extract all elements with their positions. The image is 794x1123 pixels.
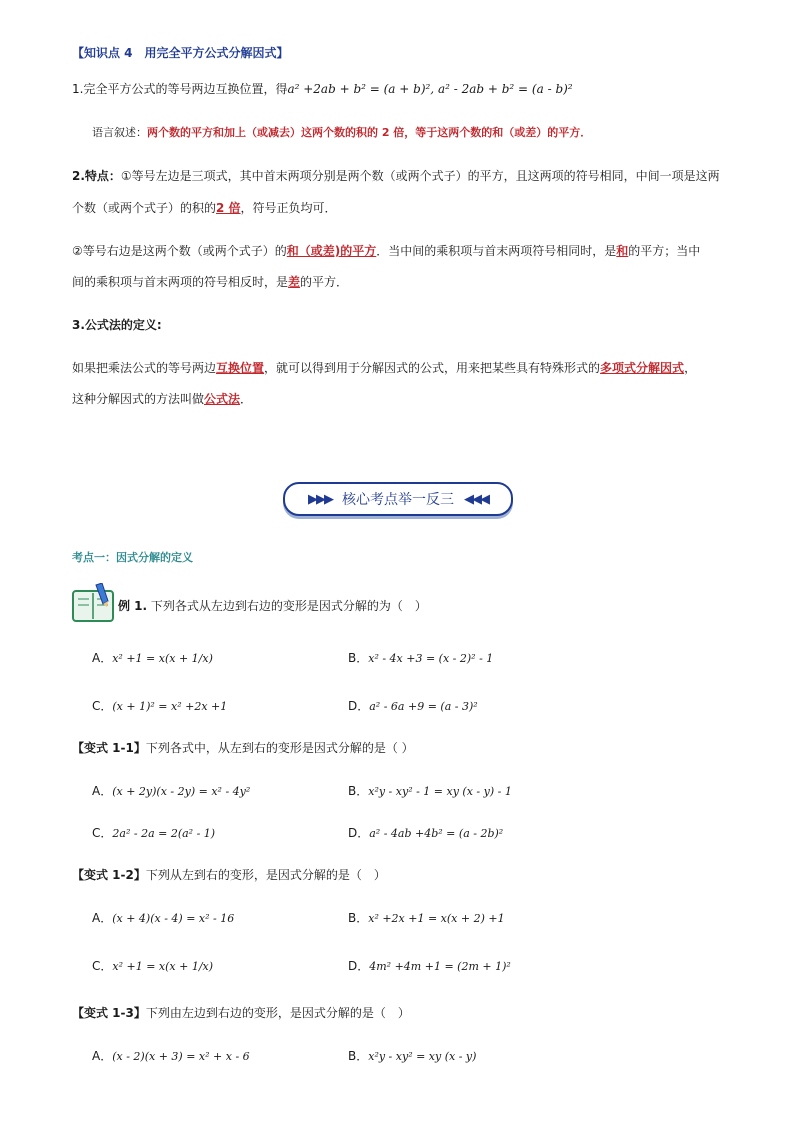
paragraph-5-line-1	[72, 359, 696, 376]
option-a-expr: (x - 2)(x + 3) = x² + x - 6	[112, 1050, 250, 1063]
option-d-expr: 4m² +4m +1 = (2m + 1)²	[369, 960, 511, 973]
p5-a: 如果把乘法公式的等号两边	[72, 361, 217, 375]
p3-line2-b: 差	[288, 275, 301, 289]
p5-line2-a: 这种分解因式的方法叫做	[72, 392, 205, 406]
lang-text: 两个数的平方和加上（或减去）这两个数的积的 2 倍，等于这两个数的和（或差）的平方．	[147, 126, 592, 139]
variant-1-1-option-d	[348, 824, 503, 841]
variant-1-3-option-b	[348, 1047, 476, 1064]
option-b-expr: x² - 4x +3 = (x - 2)² - 1	[368, 652, 494, 665]
example-1-option-c	[92, 697, 227, 714]
p1-formula: a² +2ab + b² = (a + b)², a² - 2ab + b² = (a - b)²	[287, 82, 573, 96]
option-a-label: A．	[92, 911, 113, 925]
example-1-option-a	[92, 649, 213, 666]
p3-d: 和	[616, 244, 629, 258]
option-d-label: D．	[348, 826, 370, 840]
p3-a: ②等号右边是这两个数（或两个式子）的	[72, 244, 287, 258]
p2-label: 2.特点：	[72, 169, 121, 183]
section-title: 【知识点 4 用完全平方公式分解因式】	[72, 46, 289, 60]
variant-1-3-label: 【变式 1-3】	[72, 1006, 146, 1020]
variant-1-2-option-b	[348, 909, 505, 926]
variant-1-1-text: 下列各式中，从左到右的变形是因式分解的是（ ）	[145, 741, 414, 755]
example-1-option-b	[348, 649, 493, 666]
p5-d: 多项式分解因式	[600, 361, 685, 375]
variant-1-1-label: 【变式 1-1】	[72, 741, 146, 755]
variant-1-2-option-a	[92, 909, 234, 926]
p5-line2-c: ．	[240, 392, 253, 406]
language-description	[92, 124, 591, 140]
option-c-expr: x² +1 = x(x + 1/x)	[112, 960, 214, 973]
option-b-expr: x²y - xy² = xy (x - y)	[368, 1050, 477, 1063]
variant-1-1-option-c	[92, 824, 215, 841]
option-b-label: B．	[348, 1049, 369, 1063]
option-c-label: C．	[92, 959, 113, 973]
book-pencil-icon	[72, 583, 116, 623]
p3-line2-a: 间的乘积项与首末两项的符号相反时，是	[72, 275, 289, 289]
option-a-expr: (x + 2y)(x - 2y) = x² - 4y²	[112, 785, 251, 798]
variant-1-3-option-a	[92, 1047, 250, 1064]
option-c-expr: 2a² - 2a = 2(a² - 1)	[112, 827, 216, 840]
option-b-label: B．	[348, 651, 369, 665]
option-c-expr: (x + 1)² = x² +2x +1	[112, 700, 228, 713]
left-arrows-icon: ◀◀◀	[464, 491, 488, 507]
option-a-expr: (x + 4)(x - 4) = x² - 16	[112, 912, 235, 925]
option-b-label: B．	[348, 784, 369, 798]
variant-1-2-question	[72, 866, 386, 883]
variant-1-1-option-b	[348, 782, 512, 799]
example-1-question	[118, 597, 427, 614]
example-1-option-d	[348, 697, 478, 714]
p2-line2-b: 2 倍	[216, 201, 241, 215]
option-b-expr: x²y - xy² - 1 = xy (x - y) - 1	[368, 785, 512, 798]
kaodian-heading: 考点一：因式分解的定义	[72, 551, 193, 564]
variant-1-2-option-c	[92, 957, 213, 974]
paragraph-5-line-2	[72, 390, 252, 407]
p5-b: 互换位置	[216, 361, 265, 375]
banner-label: 核心考点举一反三	[342, 492, 454, 508]
p1-lead: 1.完全平方公式的等号两边互换位置，得	[72, 82, 288, 96]
paragraph-2-line-2	[72, 199, 337, 216]
variant-1-2-text: 下列从左到右的变形，是因式分解的是（ ）	[145, 868, 386, 882]
option-d-label: D．	[348, 699, 370, 713]
option-a-expr: x² +1 = x(x + 1/x)	[112, 652, 213, 665]
core-topics-banner	[283, 482, 513, 516]
option-d-label: D．	[348, 959, 370, 973]
option-a-label: A．	[92, 784, 113, 798]
variant-1-1-option-a	[92, 782, 250, 799]
example-1-text: 下列各式从左边到右边的变形是因式分解的为（ ）	[150, 599, 427, 613]
p2-line1: ①等号左边是三项式，其中首末两项分别是两个数（或两个式子）的平方，且这两项的符号相同，中间一项是这两	[120, 169, 720, 183]
p5-c: ，就可以得到用于分解因式的公式，用来把某些具有特殊形式的	[264, 361, 601, 375]
p2-line2-a: 个数（或两个式子）的积的	[72, 201, 217, 215]
p3-c: ．当中间的乘积项与首末两项符号相同时，是	[376, 244, 617, 258]
right-arrows-icon: ▶▶▶	[308, 491, 332, 507]
paragraph-2-line-1	[72, 167, 720, 184]
p3-line2-c: 的平方．	[300, 275, 349, 289]
variant-1-2-option-d	[348, 957, 511, 974]
variant-1-3-text: 下列由左边到右边的变形，是因式分解的是（ ）	[145, 1006, 410, 1020]
paragraph-3-line-1	[72, 242, 700, 259]
option-b-label: B．	[348, 911, 369, 925]
lang-lead: 语言叙述：	[92, 126, 147, 139]
variant-1-2-label: 【变式 1-2】	[72, 868, 146, 882]
option-d-expr: a² - 4ab +4b² = (a - 2b)²	[369, 827, 504, 840]
option-b-expr: x² +2x +1 = x(x + 2) +1	[368, 912, 505, 925]
paragraph-1	[72, 80, 573, 97]
option-c-label: C．	[92, 699, 113, 713]
p3-e: 的平方；当中	[628, 244, 701, 258]
option-c-label: C．	[92, 826, 113, 840]
example-1-label: 例 1.	[118, 599, 148, 613]
p2-line2-c: ，符号正负均可．	[240, 201, 337, 215]
option-d-expr: a² - 6a +9 = (a - 3)²	[369, 700, 478, 713]
p5-e: ，	[684, 361, 697, 375]
p5-line2-b: 公式法	[204, 392, 241, 406]
formula-method-title: 3.公式法的定义:	[72, 318, 162, 332]
p3-b: 和（或差)的平方	[286, 244, 377, 258]
option-a-label: A．	[92, 1049, 113, 1063]
variant-1-1-question	[72, 739, 414, 756]
paragraph-3-line-2	[72, 273, 348, 290]
variant-1-3-question	[72, 1004, 410, 1021]
option-a-label: A．	[92, 651, 113, 665]
